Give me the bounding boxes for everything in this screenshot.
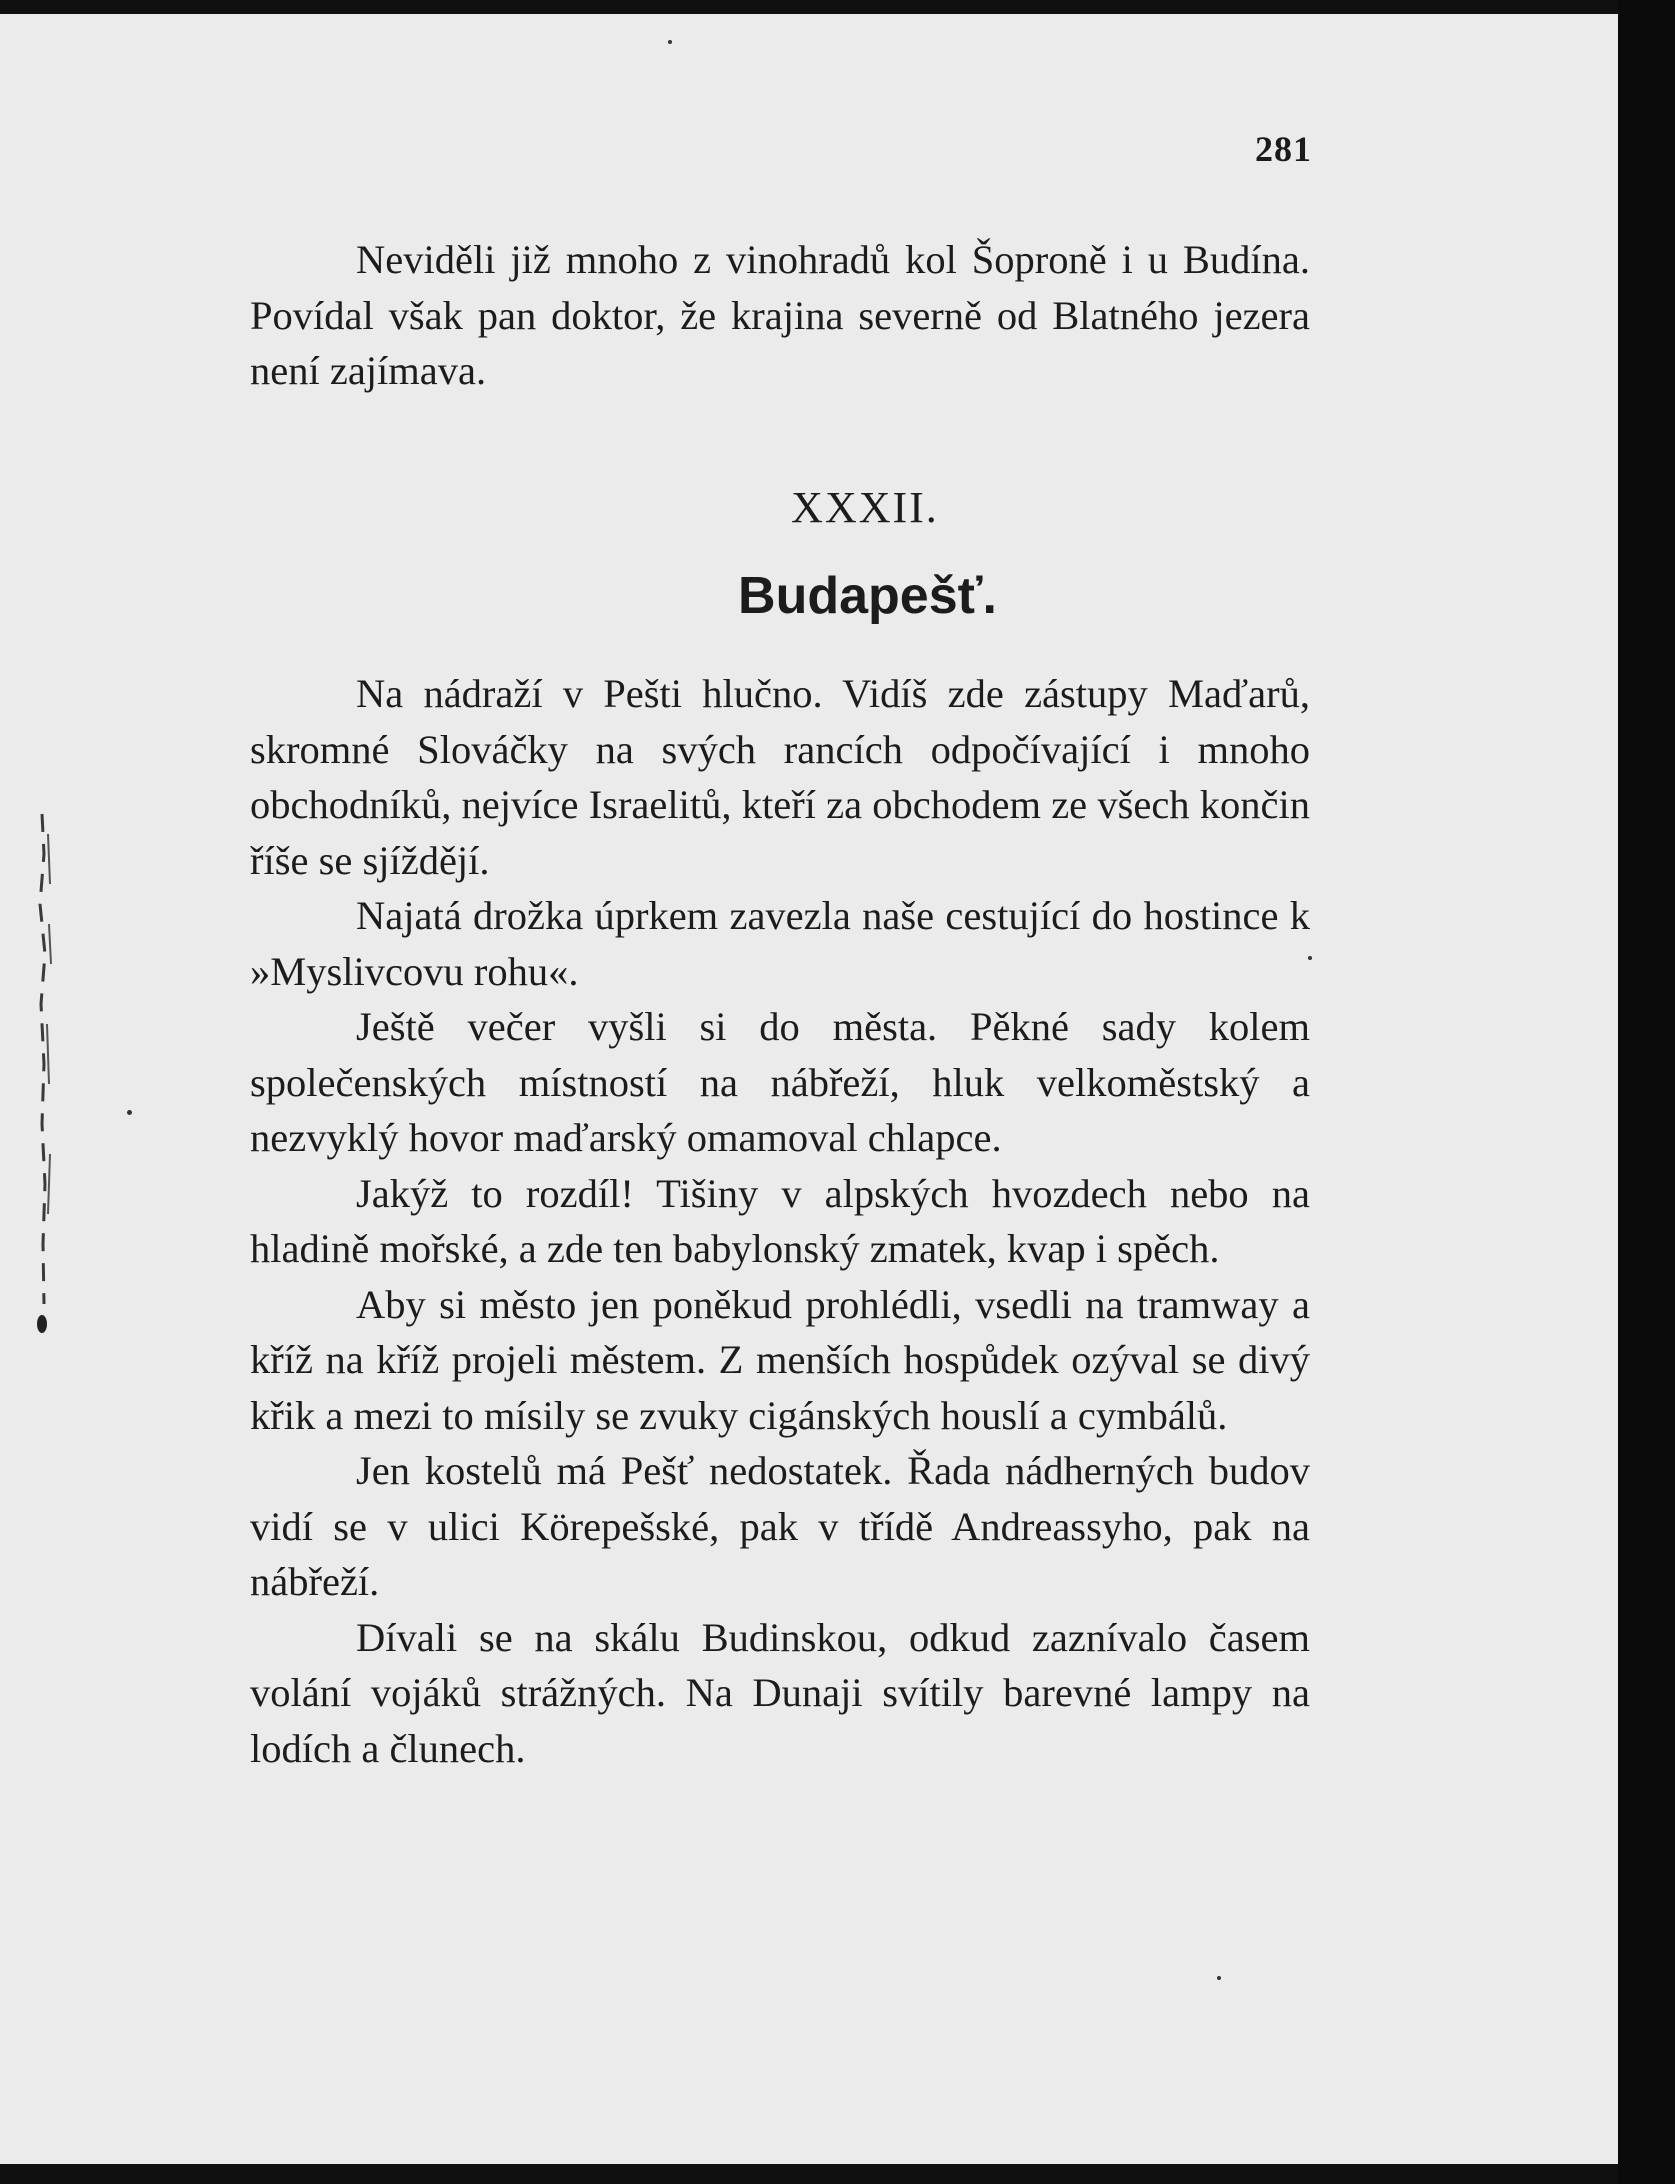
- scan-speck: [127, 1110, 132, 1115]
- paragraph: Na nádraží v Pešti hlučno. Vidíš zde zástupy Maďarů, skromné Slováčky na svých rancích odpočívající i mnoho obchodníků, nejvíce Israelitů, kteří za obchodem ze všech končin říše se sjíždějí.: [250, 671, 1310, 883]
- scan-speck: [1308, 956, 1312, 960]
- paragraph: Jakýž to rozdíl! Tišiny v alpských hvozdech nebo na hladině mořské, a zde ten babylonský zmatek, kvap i spěch.: [250, 1170, 1310, 1271]
- chapter-number: XXXII.: [791, 483, 939, 532]
- paragraph: Jen kostelů má Pešť nedostatek. Řada nádherných budov vidí se v ulici Körepešské, pak v třídě Andreassyho, pak na nábřeží.: [250, 1448, 1310, 1604]
- scan-speck: [668, 40, 672, 44]
- paragraph: Neviděli již mnoho z vinohradů kol Šoproně i u Budína. Povídal však pan doktor, že krajina severně od Blatného jezera není zajímava.: [250, 237, 1310, 393]
- chapter-body: [250, 666, 1310, 1776]
- paragraph: Najatá drožka úprkem zavezla naše cestující do hostince k »Myslivcovu rohu«.: [250, 893, 1310, 994]
- scan-margin-artifacts: [20, 794, 70, 1354]
- scan-border: [1618, 0, 1675, 2184]
- chapter-title: Budapešť.: [738, 567, 997, 625]
- scan-speck: [1217, 1976, 1221, 1980]
- page-number: 281: [1255, 129, 1312, 169]
- paragraph: Ještě večer vyšli si do města. Pěkné sady kolem společenských místností na nábřeží, hluk velkoměstský a nezvyklý hovor maďarský omamoval chlapce.: [250, 1004, 1310, 1160]
- paragraph: Aby si město jen poněkud prohlédli, vsedli na tramway a kříž na kříž projeli městem. Z menších hospůdek ozýval se divý křik a mezi to mísily se zvuky cigánských houslí a cymbálů.: [250, 1281, 1310, 1438]
- scan-noise-graphic: [20, 794, 70, 1354]
- book-page: [0, 14, 1618, 2164]
- intro-text: [250, 232, 1310, 399]
- paragraph: Dívali se na skálu Budinskou, odkud zaznívalo časem volání vojáků strážných. Na Dunaji svítily barevné lampy na lodích a člunech.: [250, 1614, 1310, 1771]
